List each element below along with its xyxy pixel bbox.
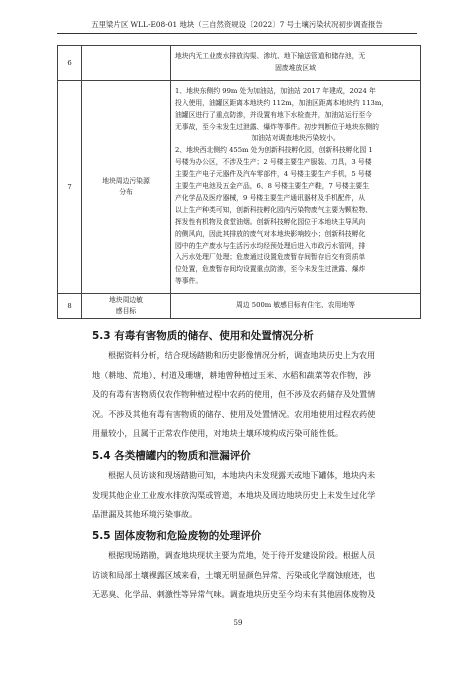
description-line: 加油站对调查地块污染较小。 [251, 134, 340, 143]
row-description [171, 46, 421, 81]
description-line: 主要生产电池及五金产品，6、8 号楼主要生产鞋，7 号楼主要生 [175, 182, 370, 191]
description-line: 位处置，危废暂存间均设置重点防渗，至今未发生过泄露、爆炸 [175, 265, 366, 274]
paragraph-line: 根据人员访谈和现场踏勘可知，本地块内未发现露天或地下罐体，地块内未 [108, 470, 376, 480]
row-description [171, 294, 421, 319]
table-row [58, 81, 421, 294]
survey-table [57, 45, 421, 319]
paragraph-line: 根据资料分析，结合现场踏勘和历史影像情况分析，调查地块历史上为农用 [108, 350, 376, 360]
header-rule [57, 33, 417, 34]
section-heading-5-5: 5.5 固体废物和危险废物的处理评价 [92, 530, 262, 542]
description-line: 的侧风向，因此其排放的废气对本地块影响较小；创新科技孵化 [175, 229, 366, 238]
section-heading-5-4: 5.4 各类槽罐内的物质和泄漏评价 [92, 450, 251, 462]
section-body-5-5 [92, 546, 412, 605]
description-line: 挥发性有机物及食堂油烟。创新科技孵化园位于本地块主导风向 [175, 217, 366, 226]
description-line: 等事件。 [175, 277, 203, 286]
paragraph-line: 及的有毒有害物质仅农作物种植过程中农药的使用，但不涉及农药储存及处置情 [92, 389, 376, 399]
row-item-line: 地块周边污染源 [102, 177, 150, 185]
section-heading-5-3: 5.3 有毒有害物质的储存、使用和处置情况分析 [92, 330, 314, 342]
table-row [58, 294, 421, 319]
description-line: 地块内无工业废水排放沟渠、渗坑、地下输送管道和储存池，无 [175, 52, 366, 61]
description-line: 固废堆放区域 [275, 64, 316, 72]
paragraph-line: 无恶臭、化学品、刺激性等异常气味。调查地块历史至今均未有其他固体废物及 [92, 589, 376, 599]
paragraph-line: 发现其他企业工业废水排放沟渠或管道，本地块及周边地块历史上未发生过化学 [92, 489, 376, 500]
paragraph-line: 访谈和局部土壤裸露区域来看，土壤无明显颜色异常、污染或化学腐蚀痕迹，也 [92, 569, 376, 580]
description-line: 以上生产种类可知，创新科技孵化园内污染物废气主要为颗粒物、 [175, 205, 373, 214]
description-line: 2、地块西北侧约 455m 处为创新科技孵化园，创新科技孵化园 1 [175, 146, 373, 155]
row-item-line: 分布 [119, 188, 133, 196]
description-line: 周边 500m 敏感目标有住宅、农用地等 [236, 301, 355, 310]
row-item-line: 地块周边敏 [109, 296, 143, 304]
description-line: 油罐区进行了重点防渗，并设置有地下水检查井，加油站运行至今 [175, 110, 373, 119]
running-header: 五里梁片区 WLL-E08-01 地块（三自然资规设〔2022〕7 号土壤污染状况初步调查报告 [91, 20, 383, 29]
paragraph-line: 况。不涉及其他有毒有害物质的储存、使用及处置情况。农用地使用过程农药使 [92, 408, 376, 419]
row-item [82, 46, 171, 81]
description-line: 投入使用，油罐区距离本地块约 112m，加油区距离本地块约 113m， [175, 98, 389, 107]
section-body-5-3 [92, 346, 412, 444]
page-number: 59 [233, 619, 243, 627]
description-line: 产化学品及医疗器械，9 号楼主要生产通讯器材及手机配件，从 [175, 193, 365, 202]
row-number: 7 [58, 81, 82, 294]
description-line: 号楼为办公区，不涉及生产；2 号楼主要生产服装、刀具，3 号楼 [175, 158, 372, 167]
paragraph-line: 品泄漏及其他环境污染事故。 [92, 509, 198, 519]
row-item [82, 81, 171, 294]
row-item-line: 感目标 [115, 307, 137, 315]
row-item [82, 294, 171, 319]
paragraph-line: 地（耕地、荒地）、村道及珊塘，耕地曾种植过玉米、水稻和蔬菜等农作物，涉 [92, 369, 372, 380]
paragraph-line: 根据现场踏勘，调查地块现状主要为荒地，处于待开发建设阶段。根据人员 [108, 550, 376, 560]
description-line: 园中的生产废水与生活污水均经预处理后进入市政污水管网，排 [175, 241, 366, 250]
section-body-5-4 [92, 466, 412, 525]
description-line: 主要生产电子元器件及汽车零部件，4 号楼主要生产手机，5 号楼 [175, 170, 372, 179]
paragraph-line: 用量较小，且属于正常农作使用，对地块土壤环境构成污染可能性低。 [92, 428, 343, 438]
row-description [171, 81, 421, 294]
table-row [58, 46, 421, 81]
description-line: 无事故，至今未发生过泄露、爆炸等事件。初步判断位于地块东侧的 [175, 122, 379, 131]
description-line: 1、地块东侧约 99m 处为加油站，加油站 2017 年建成，2024 年 [175, 86, 376, 95]
row-number: 6 [58, 46, 82, 81]
row-number: 8 [58, 294, 82, 319]
description-line: 入污水处理厂处理；危废通过设置危废暂存间暂存后交有资质单 [175, 253, 366, 262]
